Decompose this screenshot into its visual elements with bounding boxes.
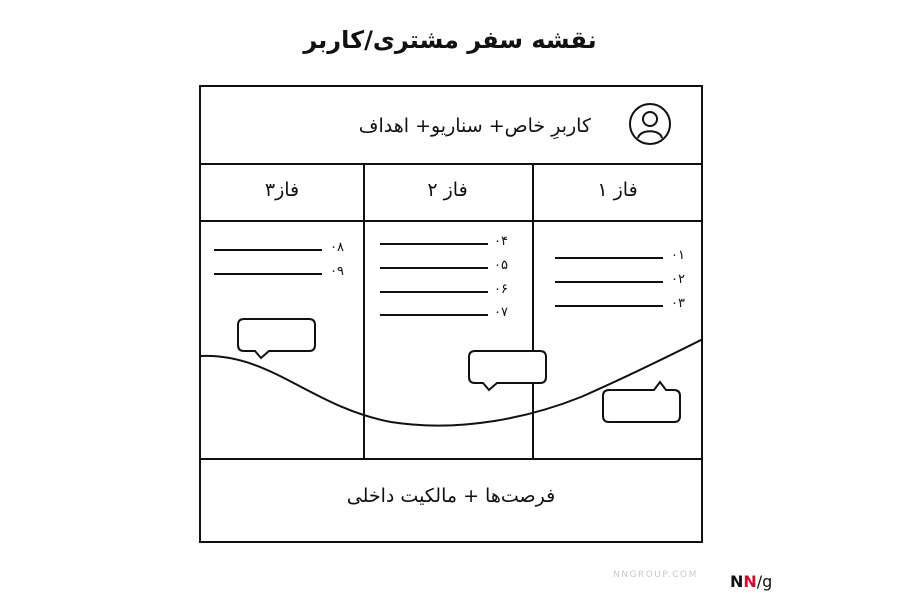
speech-bubble-phase-3 bbox=[238, 319, 315, 358]
step-05: ۰۵ bbox=[380, 259, 510, 273]
step-08: ۰۸ bbox=[214, 241, 344, 255]
emotion-curve-layer bbox=[201, 87, 701, 459]
speech-bubble-phase-1 bbox=[603, 382, 680, 422]
nngroup-site-text: NNGROUP.COM bbox=[613, 570, 698, 580]
step-01: ۰۱ bbox=[555, 249, 675, 263]
opportunities-label: فرصت‌ها + مالکیت داخلی bbox=[346, 485, 556, 507]
page-title: نقشه سفر مشتری/کاربر bbox=[303, 26, 597, 54]
step-04: ۰۴ bbox=[380, 235, 510, 249]
step-06: ۰۶ bbox=[380, 283, 510, 297]
phase-2-label: فاز ۲ bbox=[427, 179, 468, 201]
step-02: ۰۲ bbox=[555, 273, 675, 287]
journey-map-frame bbox=[199, 85, 703, 543]
speech-bubble-phase-2 bbox=[469, 351, 546, 390]
step-03: ۰۳ bbox=[555, 297, 675, 311]
persona-label: کاربرِ خاص+ سناریو+ اهداف bbox=[358, 115, 591, 137]
phase-1-label: فاز ۱ bbox=[597, 179, 638, 201]
phase-3-label: فاز۳ bbox=[264, 179, 300, 201]
nng-logo: NN/g bbox=[730, 572, 773, 591]
step-07: ۰۷ bbox=[380, 306, 510, 320]
step-09: ۰۹ bbox=[214, 265, 344, 279]
